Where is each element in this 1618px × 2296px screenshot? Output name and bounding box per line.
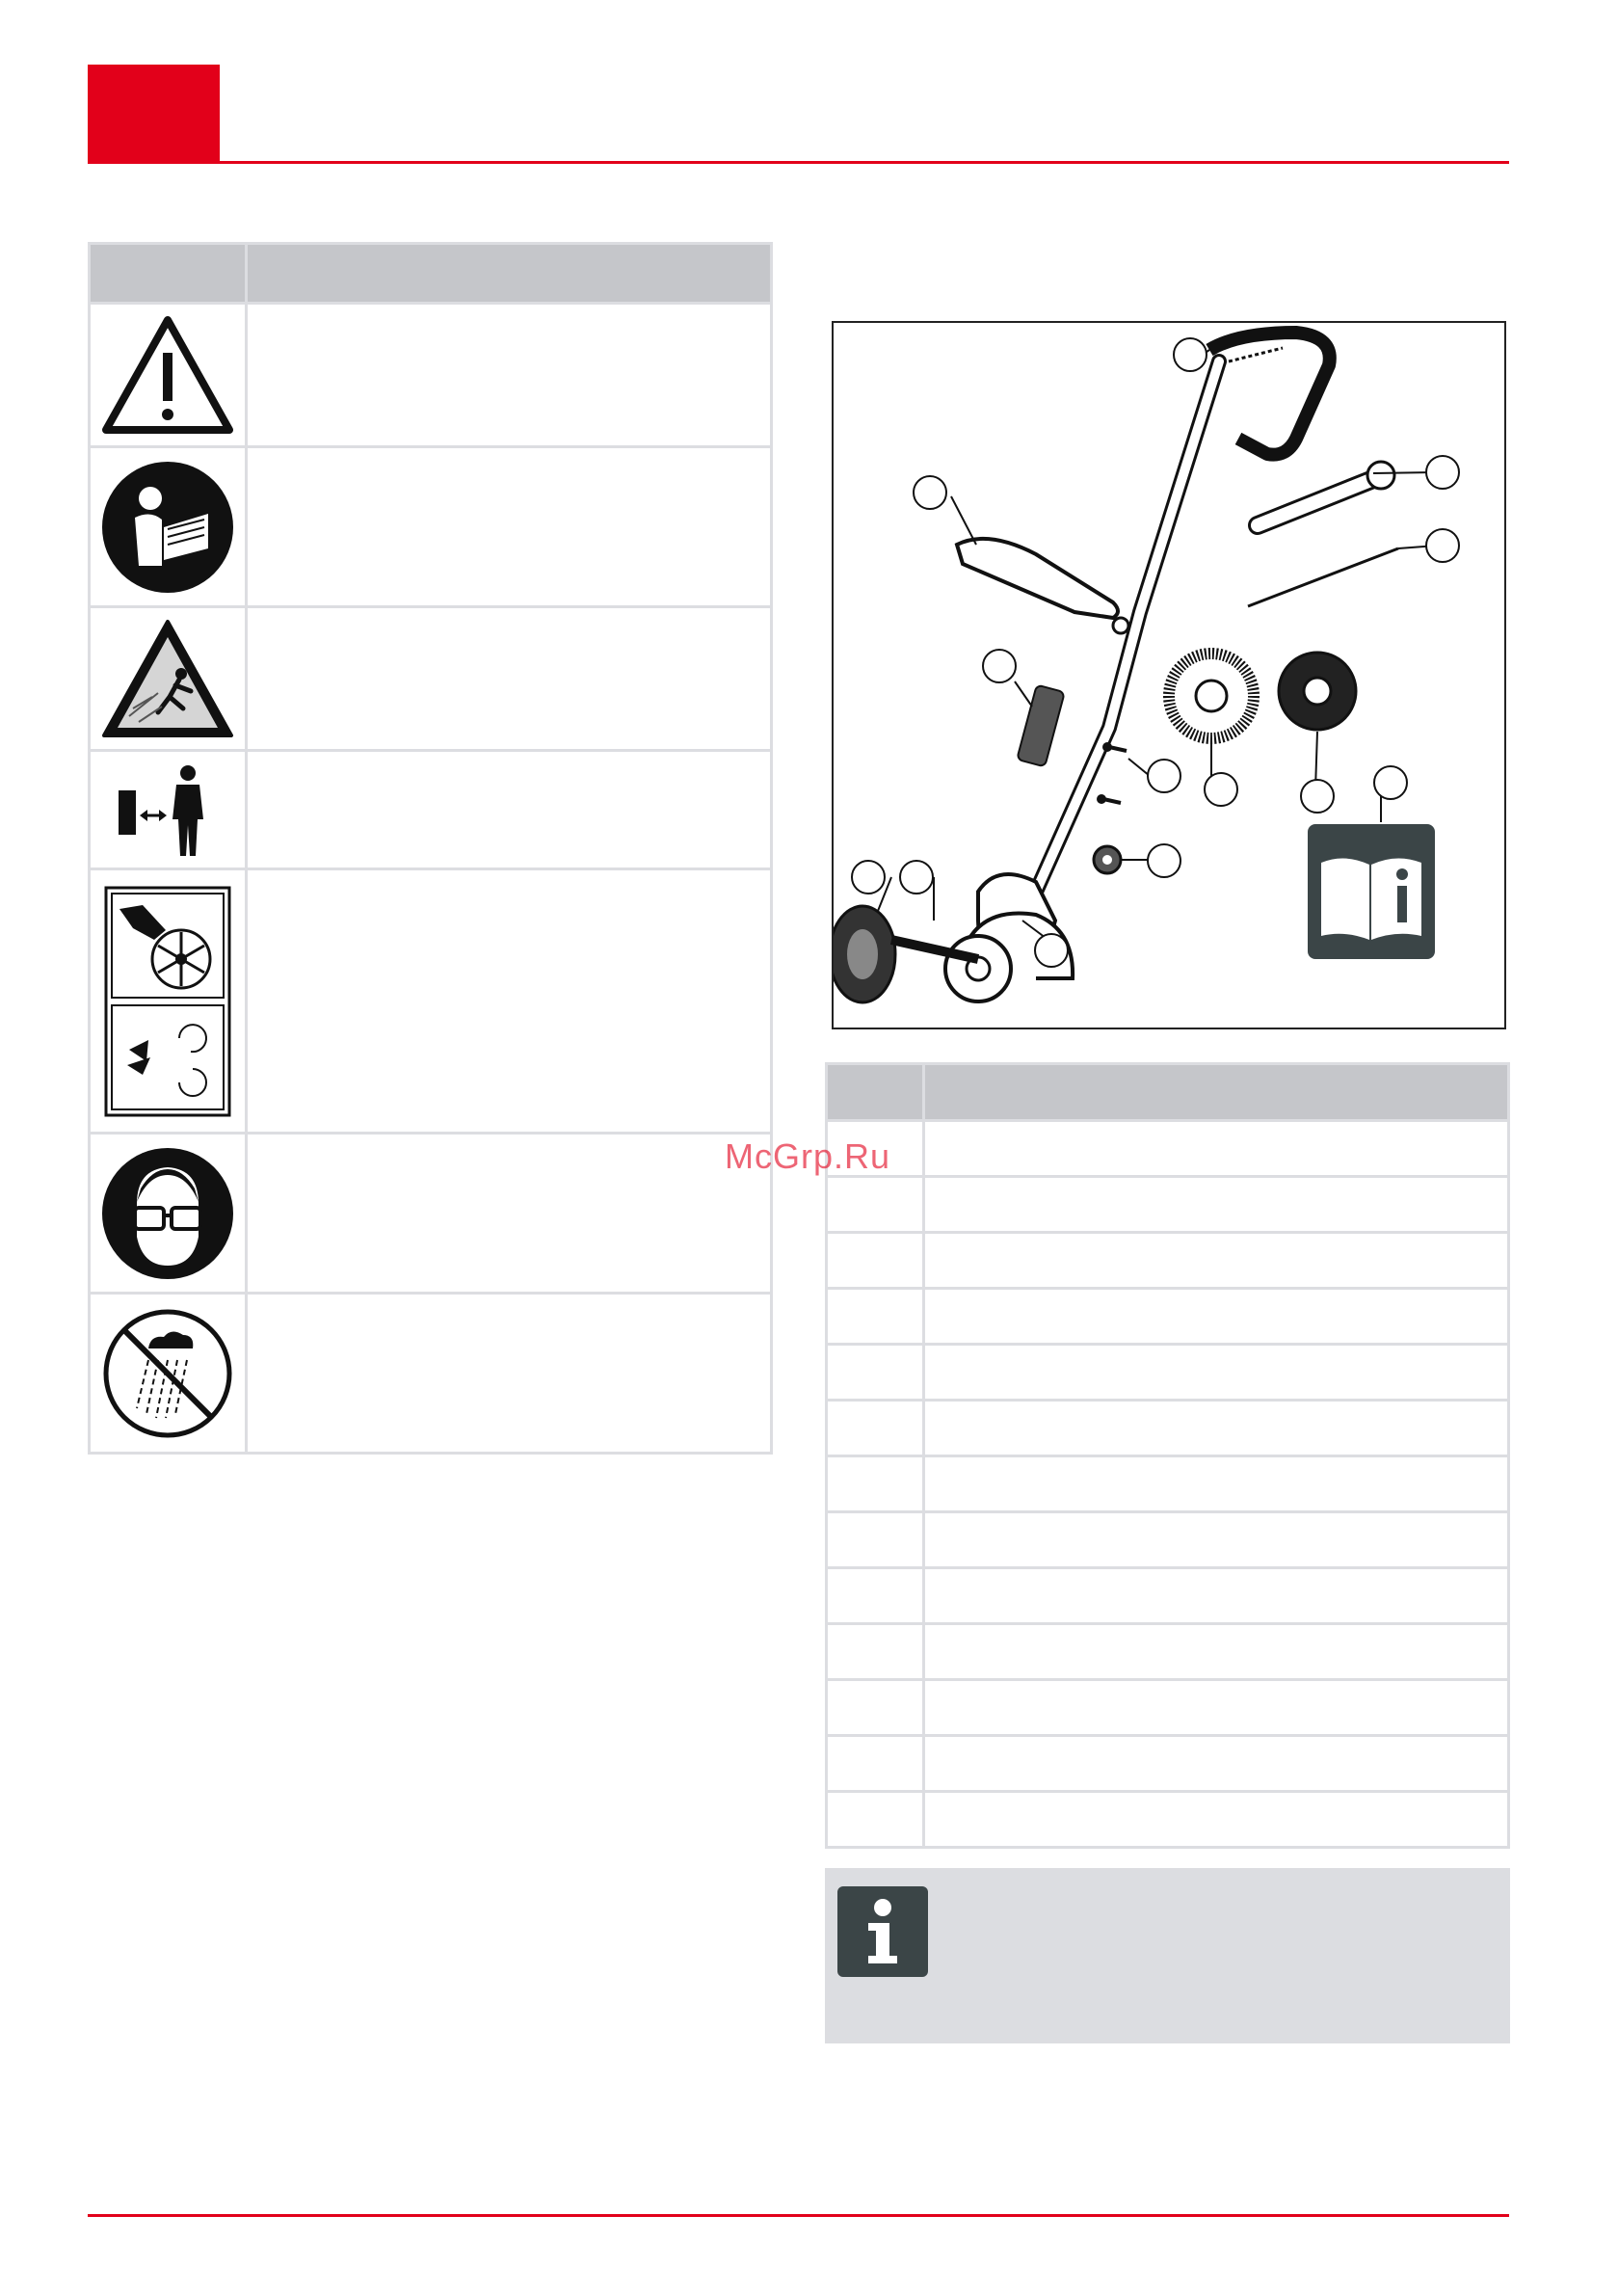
part-name <box>925 1290 1507 1343</box>
part-number <box>828 1569 925 1622</box>
table-row <box>91 1135 770 1295</box>
weed-brush-drawing <box>834 323 1504 1028</box>
info-note <box>825 1868 1510 2043</box>
read-manual-icon <box>100 460 235 595</box>
symbol-description <box>248 1135 770 1292</box>
symbol-description <box>248 608 770 749</box>
info-icon <box>837 1886 928 1977</box>
symbol-description <box>248 1295 770 1452</box>
part-number <box>828 1681 925 1734</box>
eye-protection-icon <box>100 1146 235 1281</box>
table-row <box>828 1793 1507 1846</box>
callout <box>1034 933 1069 968</box>
rotating-brush-hazard-icon <box>104 886 231 1117</box>
table-row <box>828 1737 1507 1793</box>
warning-triangle-icon <box>100 312 235 438</box>
symbol-description <box>248 448 770 605</box>
symbol-description <box>248 752 770 868</box>
part-name <box>925 1178 1507 1231</box>
symbols-table-header <box>91 245 770 305</box>
part-name <box>925 1234 1507 1287</box>
table-row <box>828 1625 1507 1681</box>
part-number <box>828 1234 925 1287</box>
callout <box>1173 337 1207 372</box>
footer-rule <box>88 2214 1509 2217</box>
callout <box>1373 765 1408 800</box>
part-name <box>925 1793 1507 1846</box>
part-name <box>925 1681 1507 1734</box>
part-number <box>828 1513 925 1566</box>
callout <box>913 475 947 510</box>
part-number <box>828 1457 925 1510</box>
table-row <box>828 1457 1507 1513</box>
part-name <box>925 1346 1507 1399</box>
part-number <box>828 1346 925 1399</box>
part-number <box>828 1737 925 1790</box>
parts-table <box>825 1062 1510 1849</box>
callout <box>1300 779 1335 814</box>
table-row <box>91 752 770 870</box>
part-name <box>925 1625 1507 1678</box>
part-name <box>925 1457 1507 1510</box>
table-row <box>828 1681 1507 1737</box>
table-row <box>828 1122 1507 1178</box>
callout <box>851 860 886 894</box>
no-rain-icon <box>100 1306 235 1441</box>
table-row <box>828 1569 1507 1625</box>
callout <box>899 860 934 894</box>
table-row <box>91 1295 770 1452</box>
part-name <box>925 1737 1507 1790</box>
table-row <box>828 1290 1507 1346</box>
parts-table-header <box>828 1065 1507 1122</box>
callout <box>1147 843 1181 878</box>
table-row <box>91 448 770 608</box>
part-number <box>828 1793 925 1846</box>
callout <box>982 649 1017 683</box>
table-row <box>828 1346 1507 1402</box>
ejected-objects-warning-icon <box>100 616 235 741</box>
part-number <box>828 1290 925 1343</box>
table-row <box>828 1234 1507 1290</box>
table-row <box>828 1178 1507 1234</box>
keep-distance-icon <box>115 761 221 858</box>
table-row <box>91 305 770 448</box>
part-name <box>925 1569 1507 1622</box>
callout <box>1204 772 1238 807</box>
part-name <box>925 1402 1507 1455</box>
symbols-table <box>88 242 773 1455</box>
part-name <box>925 1513 1507 1566</box>
chapter-tab <box>88 65 220 164</box>
part-number <box>828 1625 925 1678</box>
product-illustration <box>832 321 1506 1029</box>
table-row <box>91 870 770 1135</box>
table-row <box>91 608 770 752</box>
callout <box>1425 455 1460 490</box>
part-number <box>828 1402 925 1455</box>
watermark: McGrp.Ru <box>725 1136 891 1176</box>
symbol-description <box>248 305 770 445</box>
table-row <box>828 1402 1507 1457</box>
part-name <box>925 1122 1507 1175</box>
table-row <box>828 1513 1507 1569</box>
callout <box>1147 759 1181 793</box>
symbol-description <box>248 870 770 1132</box>
header-rule <box>88 161 1509 164</box>
callout <box>1425 528 1460 563</box>
part-number <box>828 1178 925 1231</box>
